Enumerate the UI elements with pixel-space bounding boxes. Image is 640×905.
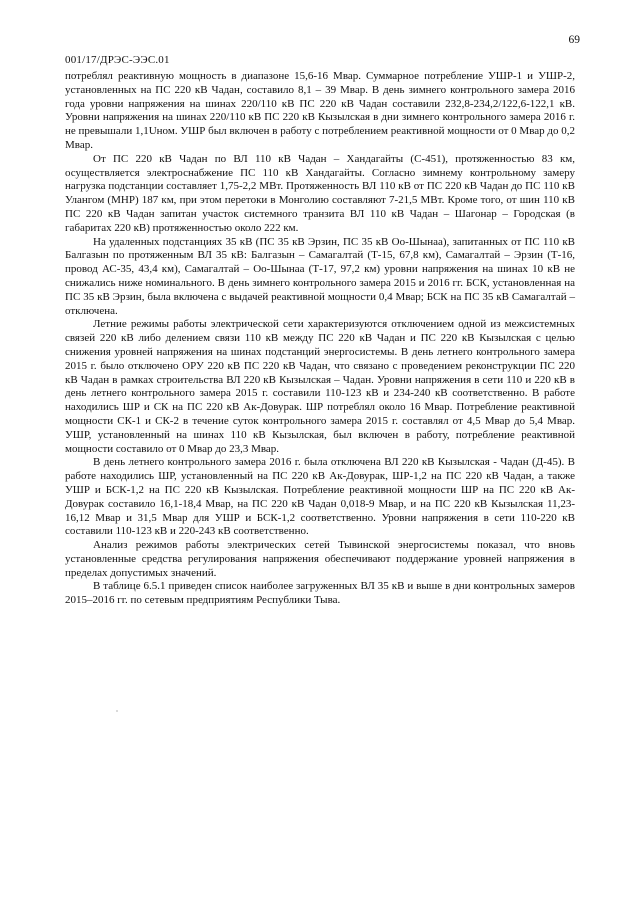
paragraph-1: потреблял реактивную мощность в диапазоне 15,6-16 Мвар. Суммарное потребление УШР-1 и УШР-2, установленных на ПС 220 кВ Чадан, составило 8,1 – 39 Мвар. В день зимнего контрольного замера 2016 года уровни напряжения на шинах 220/110 кВ ПС 220 кВ Чадан составили 232,8-234,2/122,6-122,1 кВ. Уровни напряжения на шинах 220/110 кВ ПС 220 кВ Кызылская в дни зимнего контрольного замера 2016 г. не превышали 1,1Uном. УШР был включен в работу с потреблением реактивной мощности от 0 Мвар до 0,2 Мвар. xyxy=(65,70,575,151)
paragraph-5: В день летнего контрольного замера 2016 г. была отключена ВЛ 220 кВ Кызылская - Чадан (Д-45). В работе находились ШР, установленный на ПС 220 кВ Ак-Довурак, ШР-1,2 на ПС 220 кВ Чадан, а также УШР и БСК-1,2 на ПС 220 кВ Кызылская. Потребление реактивной мощности ШР на ПС 220 кВ Ак-Довурак составило 16,1-18,4 Мвар, на ПС 220 кВ Чадан 0,018-9 Мвар, и на ПС 220 кВ Кызылская 11,23-16,12 Мвар и 31,5 Мвар для УШР и БСК-1,2 соответственно. Уровни напряжения в сети 110-220 кВ составили 110-123 кВ и 220-243 кВ соответственно. xyxy=(65,456,575,538)
paragraph-7: В таблице 6.5.1 приведен список наиболее загруженных ВЛ 35 кВ и выше в дни контрольных замеров 2015–2016 гг. по сетевым предприятиям Республики Тыва. xyxy=(65,580,575,607)
paragraph-2: От ПС 220 кВ Чадан по ВЛ 110 кВ Чадан – Хандагайты (С-451), протяженностью 83 км, осуществляется электроснабжение ПС 110 кВ Хандагайты. Согласно зимнему контрольному замеру нагрузка подстанции составляет 1,75-2,2 МВт. Протяженность ВЛ 110 кВ от ПС 220 кВ Чадан до ПС 110 кВ Улангом (МНР) 187 км, при этом перетоки в Монголию составляют 7-21,5 МВт. Кроме того, от шин 110 кВ ПС 220 кВ Чадан запитан участок системного транзита ВЛ 110 кВ Чадан – Шагонар – Городская (в габаритах 220 кВ) протяженностью около 222 км. xyxy=(65,152,575,234)
paragraph-3: На удаленных подстанциях 35 кВ (ПС 35 кВ Эрзин, ПС 35 кВ Оо-Шынаа), запитанных от ПС 110 кВ Балгазын по протяженным ВЛ 35 кВ: Балгазын – Самагалтай (Т-15, 67,8 км), Самагалтай – Эрзин (Т-16, провод АС-35, 43,4 км), Самагалтай – Оо-Шынаа (Т-17, 97,2 км) уровни напряжения на шинах 10 кВ не снижались ниже номинального. В день зимнего контрольного замера 2015 и 2016 гг. БСК, установленная на ПС 35 кВ Эрзин, была включена с выдачей реактивной мощности 0,4 Мвар; БСК на ПС 35 кВ Самагалтай – отключена. xyxy=(65,235,575,317)
scan-speck xyxy=(116,710,118,712)
body-text xyxy=(65,70,575,608)
document-code: 001/17/ДРЭС-ЭЭС.01 xyxy=(65,54,170,66)
paragraph-4: Летние режимы работы электрической сети характеризуются отключением одной из межсистемных связей 220 кВ либо делением связи 110 кВ между ПС 220 кВ Чадан и ПС 220 кВ Кызылская с целью снижения уровней напряжения на шинах подстанций энергосистемы. В день летнего контрольного замера 2015 г. было отключено ОРУ 220 кВ ПС 220 кВ Чадан, что связано с проведением реконструкции ПС 220 кВ Чадан в рамках строительства ВЛ 220 кВ Кызылская – Чадан. Уровни напряжения в сети 110 и 220 кВ в день летнего контрольного замера 2015 г. составили 110-123 кВ и 234-240 кВ соответственно. В работе находились ШР и СК на ПС 220 кВ Ак-Довурак. ШР потреблял около 16 Мвар. Потребление реактивной мощности СК-1 и СК-2 в течение суток контрольного замера 2015 г. составлял от 4,5 Мвар до 5,4 Мвар. УШР, установленный на шинах 110 кВ Кызылская, был включен в работу, потребление реактивной мощности составило от 0 Мвар до 23,3 Мвар. xyxy=(65,318,575,455)
page-number: 69 xyxy=(568,34,580,46)
paragraph-6: Анализ режимов работы электрических сетей Тывинской энергосистемы показал, что вновь установленные средства регулирования напряжения обеспечивают поддержание уровней напряжения в пределах допустимых значений. xyxy=(65,539,575,579)
